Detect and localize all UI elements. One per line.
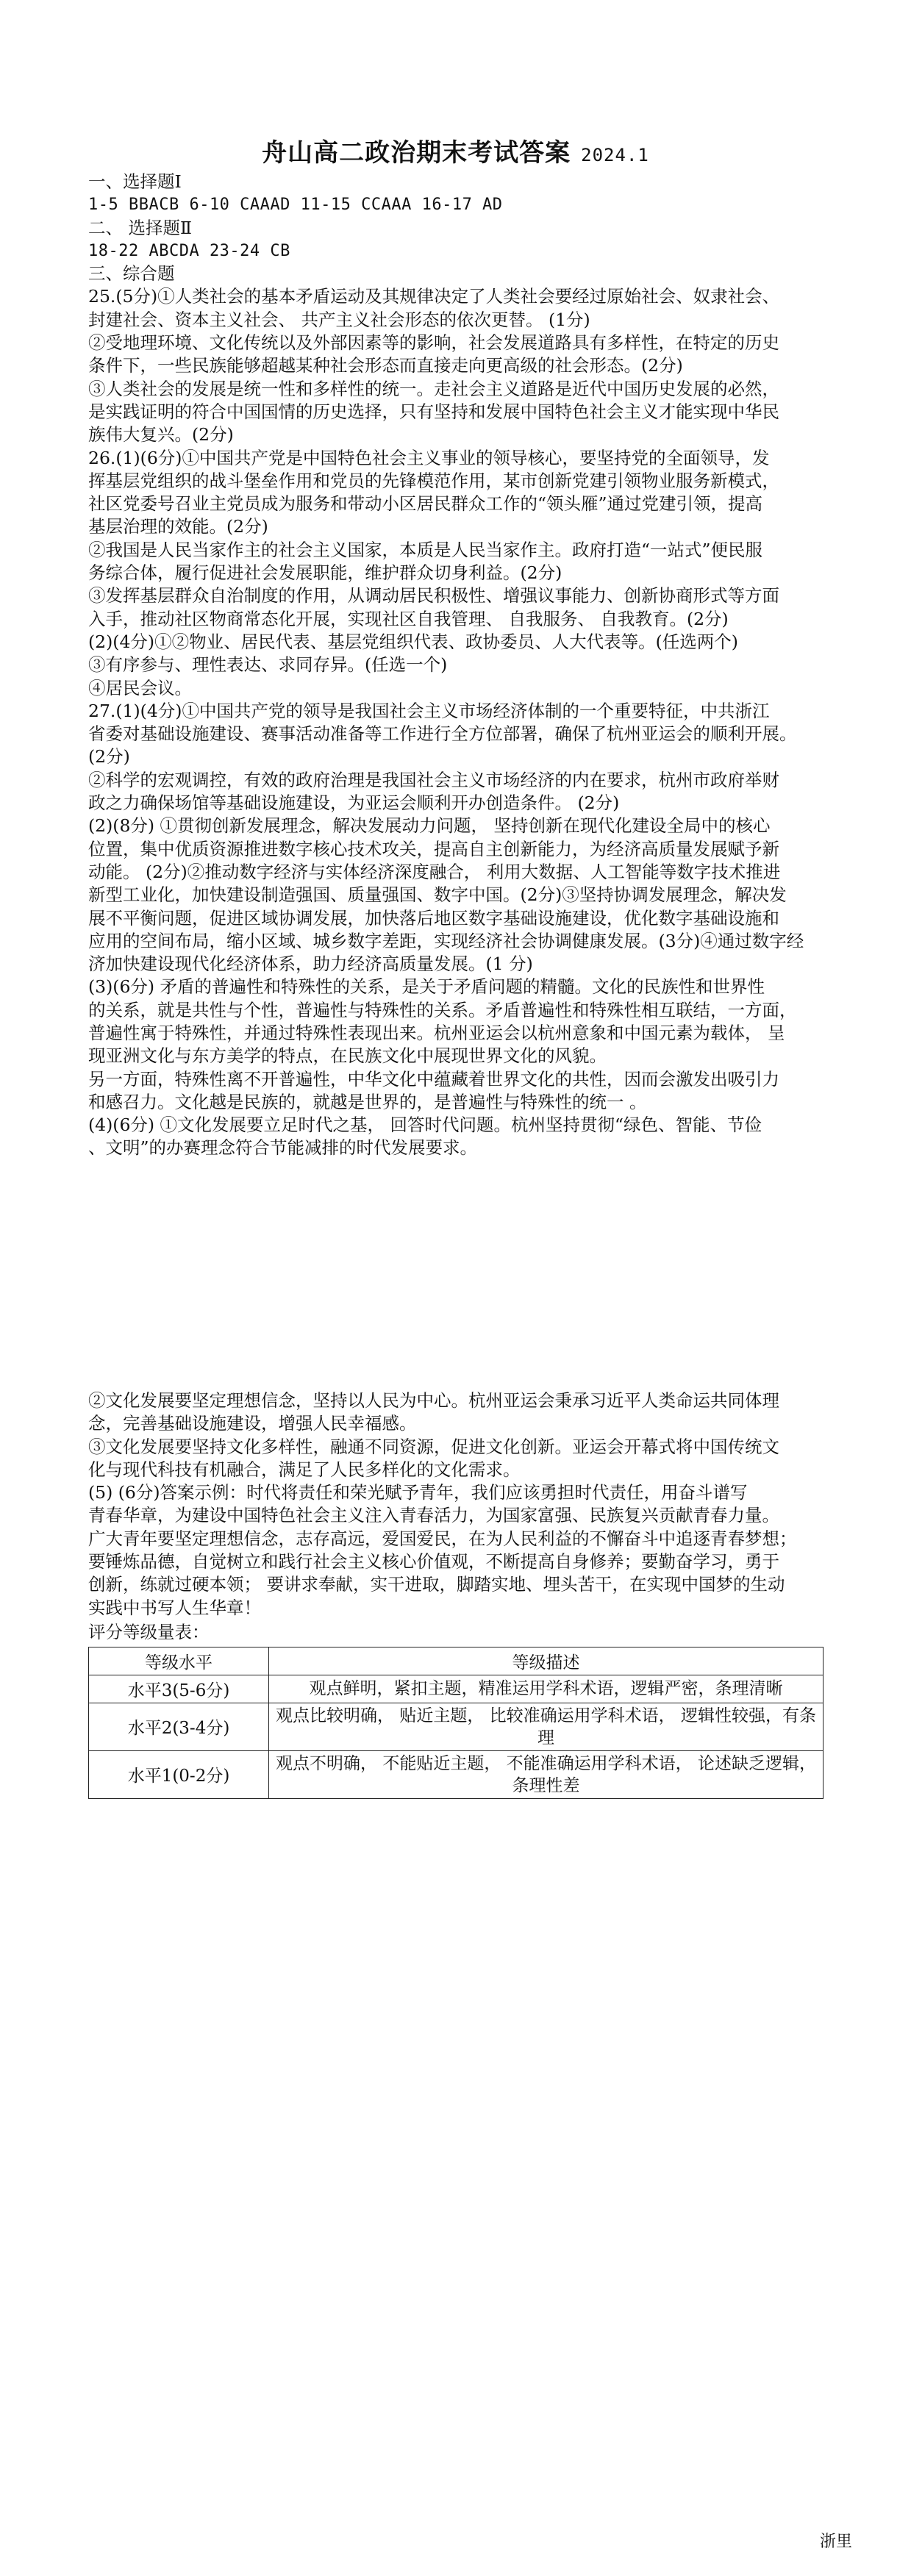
text-line: 广大青年要坚定理想信念，志存高远，爱国爱民，在为人民利益的不懈奋斗中追逐青春梦想； <box>88 1528 797 1549</box>
text-line: 济加快建设现代化经济体系，助力经济高质量发展。(1 分) <box>88 954 533 975</box>
answers-part-1 <box>88 171 853 1160</box>
score-description: 观点不明确， 不能贴近主题， 不能准确运用学科术语， 论述缺乏逻辑，条理性差 <box>269 1750 824 1798</box>
text-line: 入手，推动社区物商常态化开展，实现社区自我管理、 自我服务、 自我教育。(2分) <box>88 608 729 629</box>
text-line: 和感召力。文化越是民族的，就越是世界的，是普遍性与特殊性的统一 。 <box>88 1091 647 1112</box>
text-line: 念，完善基础设施建设，增强人民幸福感。 <box>88 1413 417 1434</box>
text-line: 普遍性寓于特殊性，并通过特殊性表现出来。杭州亚运会以杭州意象和中国元素为载体， 呈 <box>88 1022 785 1043</box>
text-line: ③有序参与、理性表达、求同存异。(任选一个) <box>88 654 448 676</box>
text-line: ③发挥基层群众自治制度的作用，从调动居民积极性、增强议事能力、创新协商形式等方面 <box>88 585 779 607</box>
text-line: (2)(8分) ①贯彻创新发展理念，解决发展动力问题， 坚持创新在现代化建设全局中的核心 <box>88 815 771 837</box>
text-line: ②科学的宏观调控，有效的政府治理是我国社会主义市场经济的内在要求，杭州市政府举财 <box>88 769 779 790</box>
text-line: 25.(5分)①人类社会的基本矛盾运动及其规律决定了人类社会要经过原始社会、奴隶社会、 <box>88 286 780 307</box>
text-line: 应用的空间布局，缩小区域、城乡数字差距，实现经济社会协调健康发展。(3分)④通过数字经 <box>88 930 804 951</box>
text-line: ④居民会议。 <box>88 677 192 698</box>
text-line: 社区党委号召业主党员成为服务和带动小区居民群众工作的“领头雁”通过党建引领，提高 <box>88 493 763 515</box>
text-line: 动能。 (2分)②推动数字经济与实体经济深度融合， 利用大数据、人工智能等数字技术推进 <box>88 861 781 882</box>
text-line: 27.(1)(4分)①中国共产党的领导是我国社会主义市场经济体制的一个重要特征，中共浙江 <box>88 700 770 721</box>
score-description: 观点比较明确， 贴近主题， 比较准确运用学科术语， 逻辑性较强，有条理 <box>269 1703 824 1750</box>
document-title <box>0 132 911 168</box>
title-date: 2024.1 <box>581 145 649 165</box>
text-line: 要锤炼品德，自觉树立和践行社会主义核心价值观，不断提高自身修养；要勤奋学习，勇于 <box>88 1551 779 1573</box>
text-line: (3)(6分) 矛盾的普遍性和特殊性的关系，是关于矛盾问题的精髓。文化的民族性和世界性 <box>88 976 765 998</box>
score-level: 水平2(3-4分) <box>89 1703 269 1750</box>
answers-part-2-lines <box>88 1389 853 1620</box>
text-line: ②我国是人民当家作主的社会主义国家，本质是人民当家作主。政府打造“一站式”便民服 <box>88 539 763 560</box>
text-line: 二、 选择题Ⅱ <box>88 217 192 238</box>
text-line: (4)(6分) ①文化发展要立足时代之基， 回答时代问题。杭州坚持贯彻“绿色、智能、节俭 <box>88 1115 762 1136</box>
text-line: 展不平衡问题，促进区域协调发展，加快落后地区数字基础设施建设，优化数字基础设施和 <box>88 907 779 929</box>
score-table-header-desc: 等级描述 <box>269 1647 824 1675</box>
table-row <box>89 1675 824 1703</box>
answers-part-2 <box>88 1389 853 1799</box>
text-line: 是实践证明的符合中国国情的历史选择，只有坚持和发展中国特色社会主义才能实现中华民 <box>88 401 779 422</box>
text-line: 另一方面，特殊性离不开普遍性，中华文化中蕴藏着世界文化的共性，因而会激发出吸引力 <box>88 1068 779 1090</box>
text-line: 位置，集中优质资源推进数字核心技术攻关，提高自主创新能力，为经济高质量发展赋予新 <box>88 838 779 859</box>
text-line: 化与现代科技有机融合，满足了人民多样化的文化需求。 <box>88 1459 521 1480</box>
text-line: 基层治理的效能。(2分) <box>88 516 268 537</box>
text-line: 现亚洲文化与东方美学的特点，在民族文化中展现世界文化的风貌。 <box>88 1045 607 1067</box>
text-line: 26.(1)(6分)①中国共产党是中国特色社会主义事业的领导核心，要坚持党的全面领导，发 <box>88 447 770 468</box>
text-line: (2)(4分)①②物业、居民代表、基层党组织代表、政协委员、人大代表等。(任选两个) <box>88 631 738 652</box>
text-line: 务综合体，履行促进社会发展职能，维护群众切身利益。(2分) <box>88 562 562 584</box>
title-text: 舟山高二政治期末考试答案 <box>262 138 571 168</box>
footer-mark: 浙里 <box>819 2533 852 2551</box>
text-line: 族伟大复兴。(2分) <box>88 424 234 446</box>
score-table <box>88 1647 824 1799</box>
text-line: 1-5 BBACB 6-10 CAAAD 11-15 CCAAA 16-17 AD <box>88 196 503 215</box>
text-line: 一、选择题Ⅰ <box>88 171 182 192</box>
score-level: 水平3(5-6分) <box>89 1675 269 1703</box>
text-line: (5) (6分)答案示例：时代将责任和荣光赋予青年，我们应该勇担时代责任，用奋斗谱写 <box>88 1482 748 1503</box>
text-line: 省委对基础设施建设、赛事活动准备等工作进行全方位部署，确保了杭州亚运会的顺利开展。 <box>88 723 797 745</box>
score-table-header-level: 等级水平 <box>89 1647 269 1675</box>
table-row <box>89 1703 824 1750</box>
text-line: 、文明”的办赛理念符合节能减排的时代发展要求。 <box>88 1137 478 1159</box>
text-line: ②受地理环境、文化传统以及外部因素等的影响，社会发展道路具有多样性，在特定的历史 <box>88 332 779 354</box>
score-description: 观点鲜明，紧扣主题，精准运用学科术语，逻辑严密，条理清晰 <box>269 1675 824 1703</box>
text-line: ②文化发展要坚定理想信念，坚持以人民为中心。杭州亚运会秉承习近平人类命运共同体理 <box>88 1390 779 1411</box>
text-line: 挥基层党组织的战斗堡垒作用和党员的先锋模范作用，某市创新党建引领物业服务新模式， <box>88 470 779 491</box>
text-line: 三、综合题 <box>88 263 175 285</box>
text-line: 政之力确保场馆等基础设施建设，为亚运会顺利开办创造条件。 (2分) <box>88 793 620 814</box>
text-line: 18-22 ABCDA 23-24 CB <box>88 241 290 260</box>
text-line: ③人类社会的发展是统一性和多样性的统一。走社会主义道路是近代中国历史发展的必然， <box>88 378 779 399</box>
text-line: 新型工业化，加快建设制造强国、质量强国、数字中国。(2分)③坚持协调发展理念，解决发 <box>88 884 787 906</box>
text-line: 青春华章，为建设中国特色社会主义注入青春活力，为国家富强、民族复兴贡献青春力量。 <box>88 1505 779 1526</box>
text-line: 创新，练就过硬本领； 要讲求奉献，实干进取，脚踏实地、埋头苦干，在实现中国梦的生动 <box>88 1574 785 1595</box>
text-line: ③文化发展要坚持文化多样性，融通不同资源，促进文化创新。亚运会开幕式将中国传统文 <box>88 1436 779 1457</box>
score-table-header-row <box>89 1647 824 1675</box>
text-line: 封建社会、资本主义社会、 共产主义社会形态的依次更替。 (1分) <box>88 309 590 330</box>
text-line: 条件下，一些民族能够超越某种社会形态而直接走向更高级的社会形态。(2分) <box>88 355 683 376</box>
table-row <box>89 1750 824 1798</box>
text-line: (2分) <box>88 746 130 768</box>
score-level: 水平1(0-2分) <box>89 1750 269 1798</box>
score-table-label: 评分等级量表： <box>88 1621 210 1642</box>
text-line: 的关系，就是共性与个性，普遍性与特殊性的关系。矛盾普遍性和特殊性相互联结，一方面， <box>88 999 797 1020</box>
text-line: 实践中书写人生华章！ <box>88 1597 261 1618</box>
